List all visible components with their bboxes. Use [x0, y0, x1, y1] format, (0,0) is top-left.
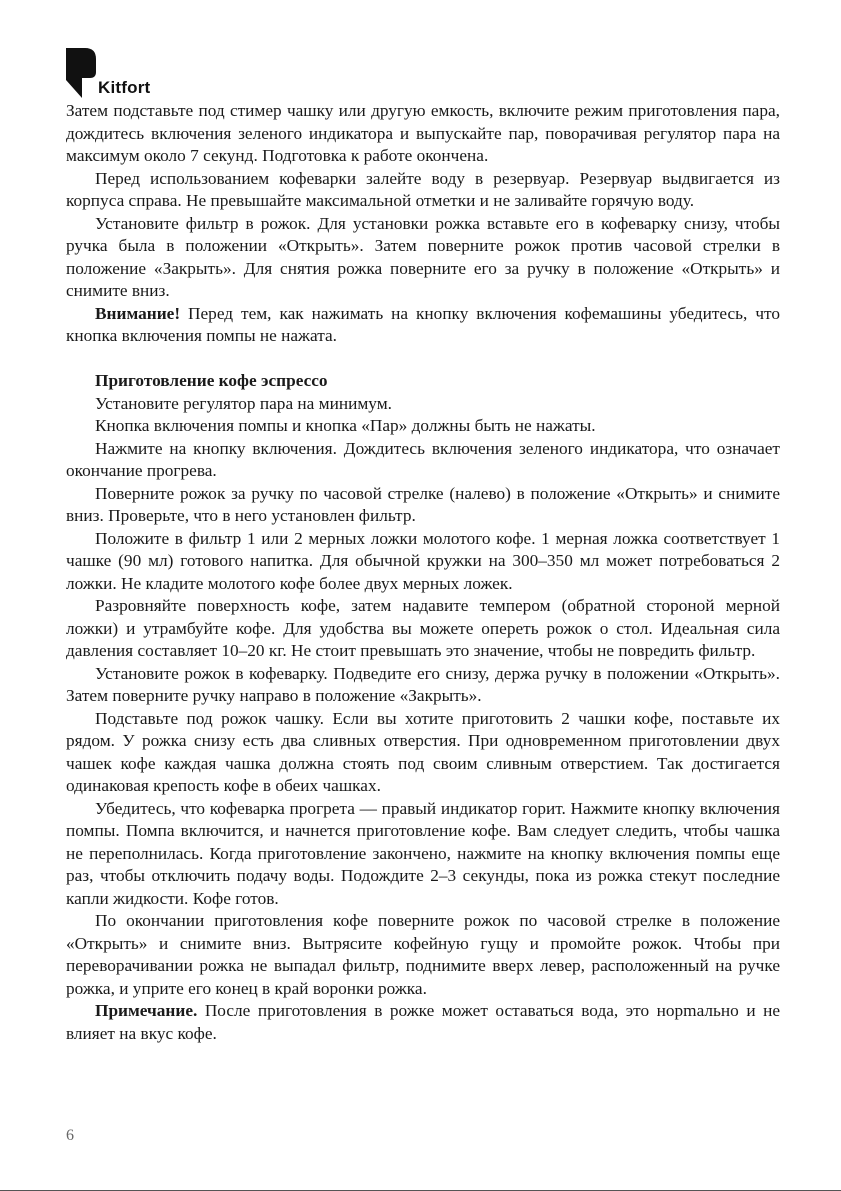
paragraph: По окончании приготовления кофе поверните рожок по часовой стрелке в положение «Открыть» и снимите вниз. Вытрясите кофейную гущу и промойте рожок. Чтобы при переворачивании рожка не выпадал фильтр, поднимите вверх левер, расположенный на ручке рожка, и уприте его конец в край воронки рожка.	[66, 911, 780, 998]
paragraph: Поверните рожок за ручку по часовой стрелке (налево) в положение «Открыть» и снимите вниз. Проверьте, что в него установлен фильтр.	[66, 483, 780, 525]
paragraph: Установите регулятор пара на минимум.	[95, 393, 392, 413]
page-number: 6	[66, 1127, 74, 1144]
note-paragraph	[66, 1000, 780, 1045]
paragraph: Кнопка включения помпы и кнопка «Пар» должны быть не нажаты.	[95, 416, 596, 435]
brand-logo	[66, 48, 150, 98]
paragraph: Нажмите на кнопку включения. Дождитесь включения зеленого индикатора, что означает окончание прогрева.	[66, 438, 780, 480]
kitfort-logo-icon	[66, 48, 96, 98]
paragraph: Затем подставьте под стимер чашку или другую емкость, включите режим приготовления пара, дождитесь включения зеленого индикатора и выпускайте пар, поворачивая регулятор пара на максимум около 7 секунд. Подготовка к работе окончена.	[66, 101, 780, 165]
paragraph: Разровняйте поверхность кофе, затем надавите темпером (обратной стороной мерной ложки) и утрамбуйте кофе. Для удобства вы можете опереть рожок о стол. Идеальная сила давления составляет 10–20 кг. Не стоит превышать это значение, чтобы не повредить фильтр.	[66, 596, 780, 660]
paragraph: Подставьте под рожок чашку. Если вы хотите приготовить 2 чашки кофе, поставьте их рядом. У рожка снизу есть два сливных отверстия. При одновременном приготовлении двух чашек кофе каждая чашка должна стоять под своим сливным отверстием. Так достигается одинаковая крепость кофе в обеих чашках.	[66, 708, 780, 795]
paragraph: Перед использованием кофеварки залейте воду в резервуар. Резервуар выдвигается из корпуса справа. Не превышайте максимальной отметки и не заливайте горячую воду.	[66, 168, 780, 210]
warning-label: Внимание!	[95, 303, 181, 323]
note-text: После приготовления в рожке может оставаться вода, это норmально и не влияет на вкус кофе.	[66, 1001, 780, 1043]
paragraph: Положите в фильтр 1 или 2 мерных ложки молотого кофе. 1 мерная ложка соответствует 1 чашке (90 мл) готового напитка. Для обычной кружки на 300–350 мл может потребоваться 2 ложки. Не кладите молотого кофе более двух мерных ложек.	[66, 528, 780, 593]
document-body	[66, 100, 780, 1045]
paragraph: Установите рожок в кофеварку. Подведите его снизу, держа ручку в положении «Открыть». Затем поверните ручку направо в положение «Закрыть».	[66, 663, 780, 705]
note-label: Примечание.	[95, 1001, 198, 1020]
section-heading: Приготовление кофе эспрессо	[95, 371, 328, 390]
paragraph: Убедитесь, что кофеварка прогрета — правый индикатор горит. Нажмите кнопку включения помпы. Помпа включится, и начнется приготовление кофе. Вам следует следить, чтобы чашка не переполнилась. Когда приготовление закончено, нажмите на кнопку включения помпы еще раз, чтобы отключить подачу воды. Подождите 2–3 секунды, пока из рожка стекут последние капли жидкости. Кофе готов.	[66, 798, 780, 908]
warning-text: Перед тем, как нажимать на кнопку включения кофемашины убедитесь, что кнопка включения помпы не нажата.	[66, 303, 780, 345]
brand-name: Kitfort	[98, 78, 151, 97]
warning-paragraph	[66, 303, 780, 348]
paragraph: Установите фильтр в рожок. Для установки рожка вставьте его в кофеварку снизу, чтобы ручка была в положении «Открыть». Затем поверните рожок против часовой стрелки в положение «Закрыть». Для снятия рожка поверните его за ручку в положение «Открыть» и снимите вниз.	[66, 213, 780, 300]
